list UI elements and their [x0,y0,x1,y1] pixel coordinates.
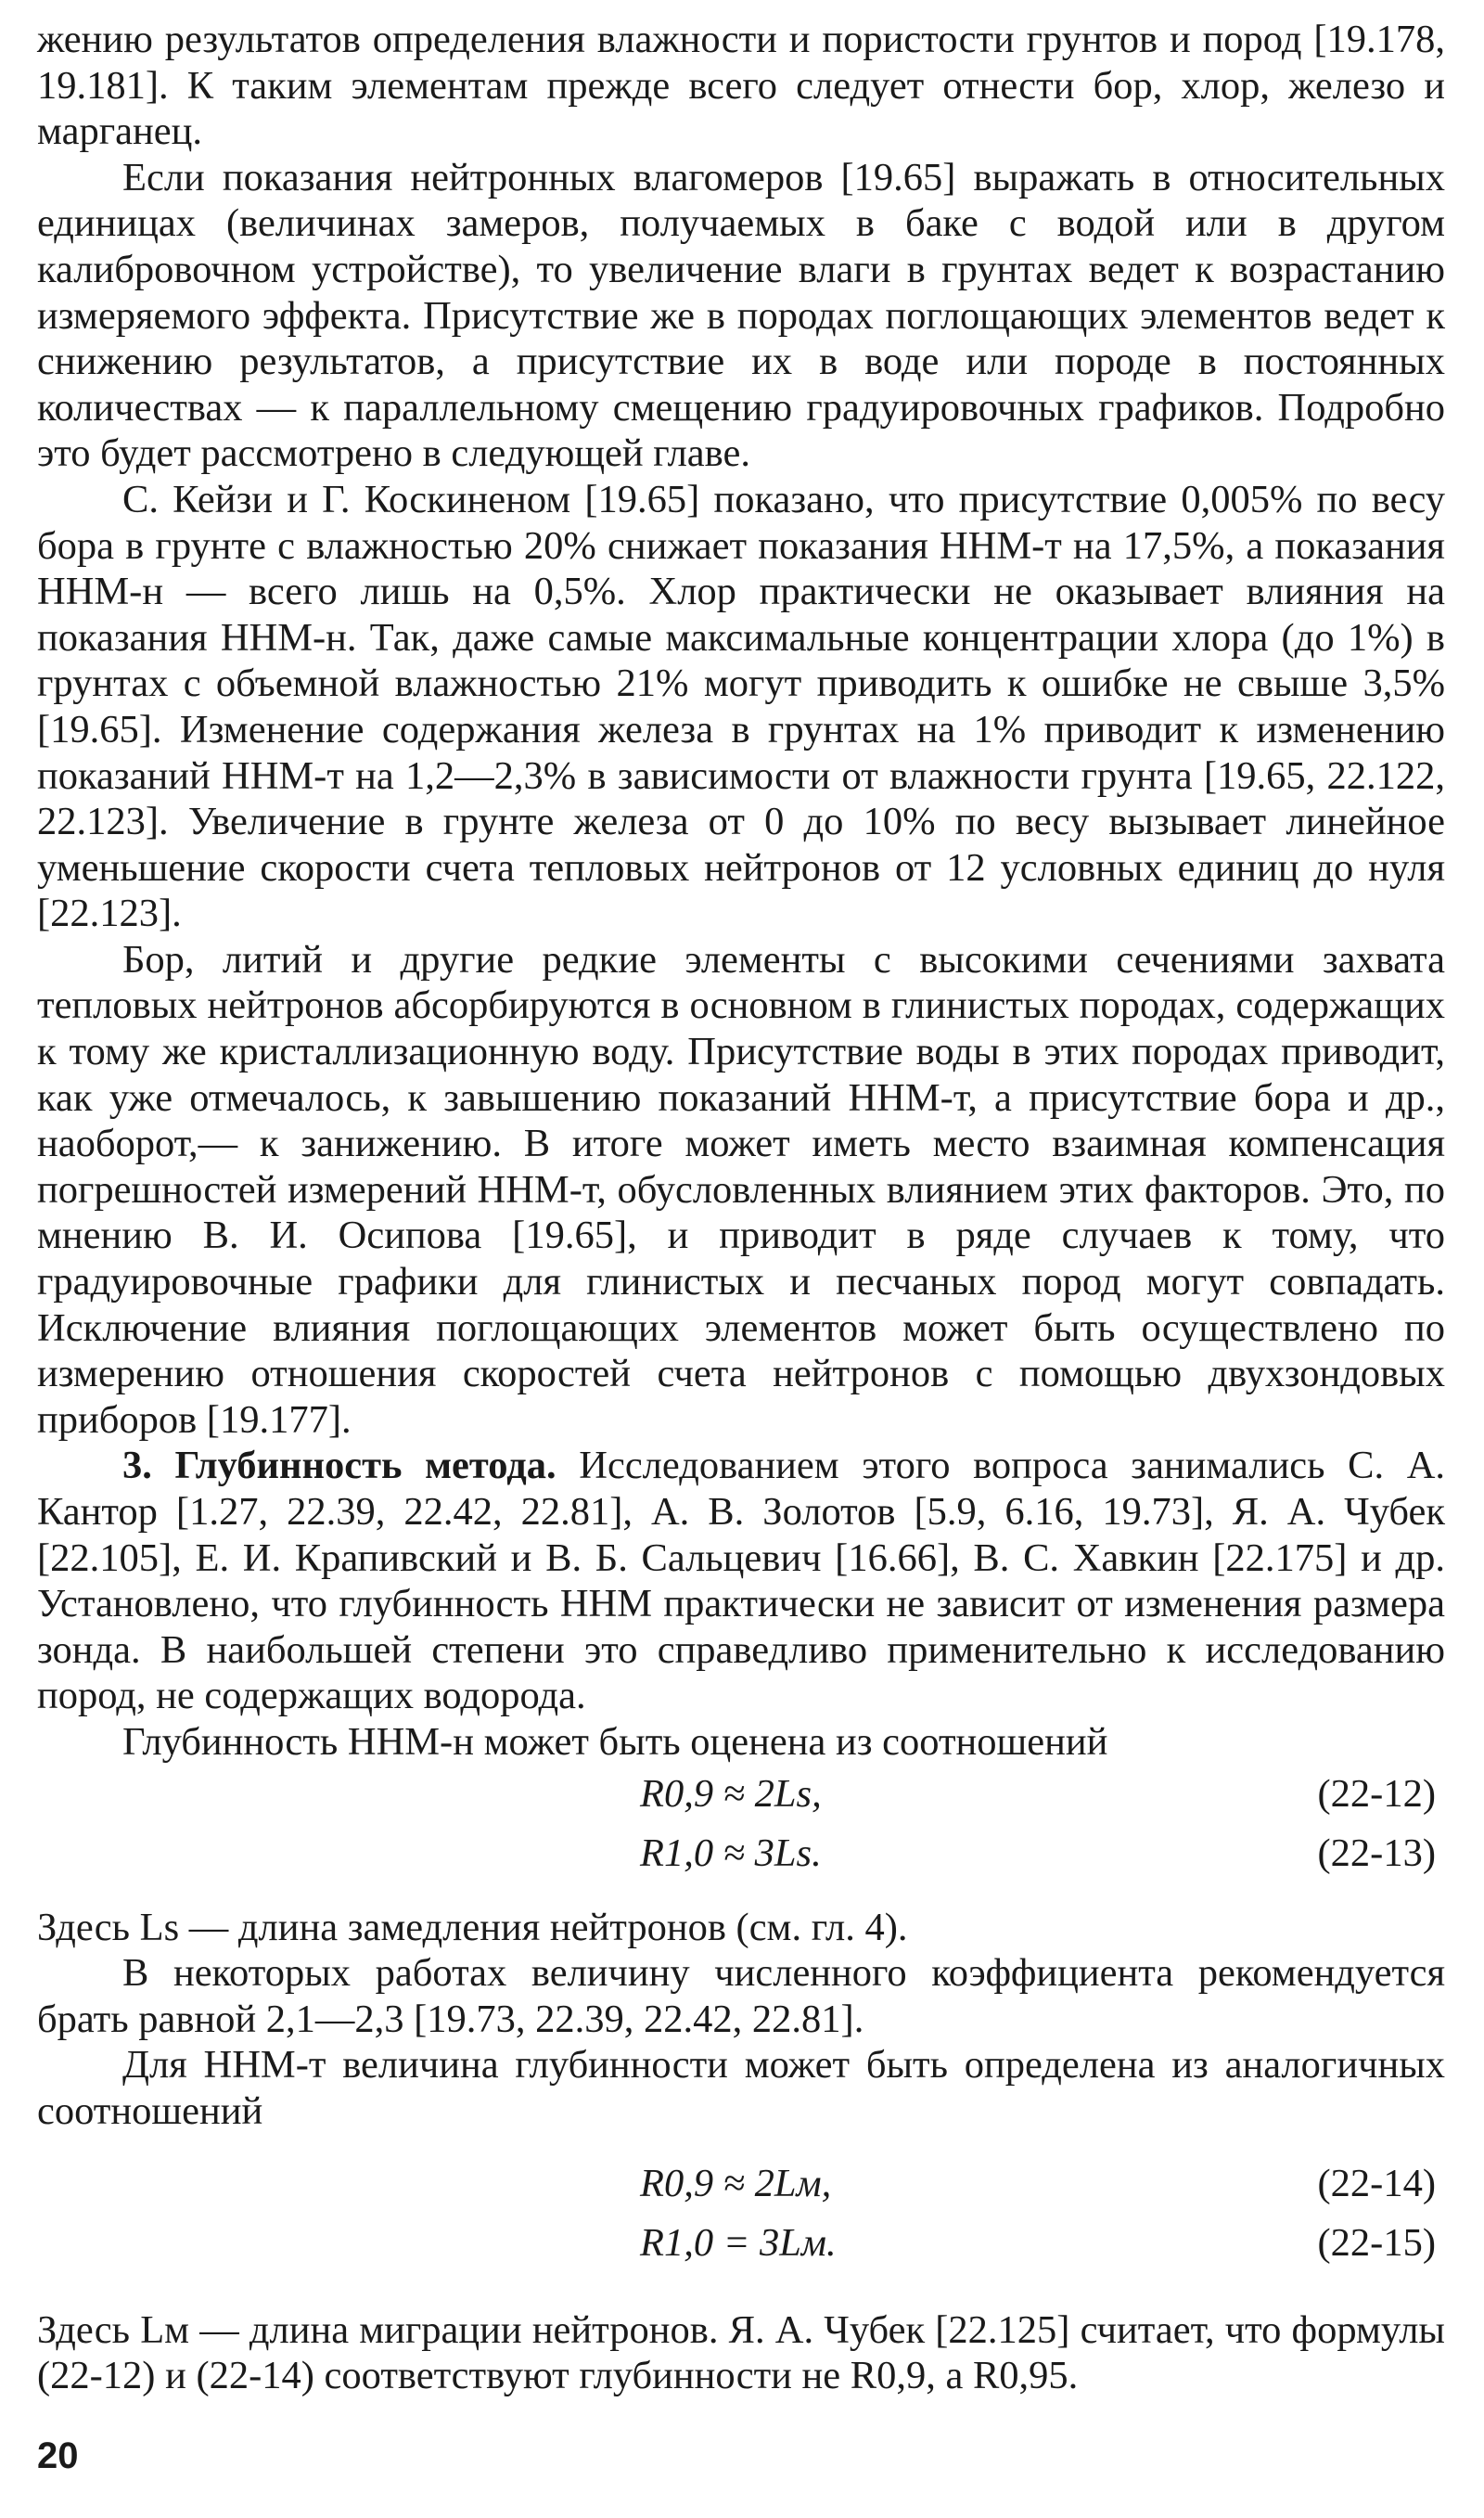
formula-expression: R1,0 ≈ 3Ls. [640,1831,822,1875]
formula-number: (22-12) [1317,1771,1436,1816]
paragraph-6: Глубинность ННМ-н может быть оценена из соотношений [122,1719,1108,1764]
formula-expression: R1,0 = 3Lм. [640,2220,837,2265]
paragraph-8: В некоторых работах величину численного коэффициента рекомендуется брать равной 2,1—2,3 [19.73, 22.39, 22.42, 22.81]. [37,1951,1445,2041]
section-heading: 3. Глубинность метода. [122,1444,556,1488]
formula-22-13 [37,1825,1445,1884]
paragraph-1: жению результатов определения влажности и пористости грунтов и пород [19.178, 19.181]. К таким элементам прежде всего следует отнести бор, хлор, железо и марганец. [37,18,1445,154]
paragraph-2: Если показания нейтронных влагомеров [19.65] выражать в относительных единицах (величинах замеров, получаемых в баке с водой или в другом калибровочном устройстве), то увеличение влаги в грунтах ведет к возрастанию измеряемого эффекта. Присутствие же в породах поглощающих элементов ведет к снижению результатов, а присутствие их в воде или породе в постоянных количествах — к параллельному смещению градуировочных графиков. Подробно это будет рассмотрено в следующей главе. [37,155,1445,476]
paragraph-5 [37,1443,1445,1719]
page-body [37,17,1445,2399]
formula-number: (22-13) [1317,1831,1436,1875]
formula-expression: R0,9 ≈ 2Ls, [640,1771,822,1816]
formula-22-14 [37,2155,1445,2215]
page-number: 20 [37,2435,79,2476]
paragraph-10: Здесь Lм — длина миграции нейтронов. Я. А. Чубек [22.125] считает, что формулы (22-12) и (22-14) соответствуют глубинности не R0,9, а R0,95. [37,2307,1445,2398]
formula-number: (22-14) [1317,2161,1436,2205]
formula-22-12 [37,1766,1445,1825]
formula-number: (22-15) [1317,2220,1436,2265]
paragraph-5-text: Исследованием этого вопроса занимались С. А. Кантор [1.27, 22.39, 22.42, 22.81], А. В. Золотов [5.9, 6.16, 19.73], Я. А. Чубек [22.105], Е. И. Крапивский и В. Б. Сальцевич [16.66], В. С. Хавкин [22.175] и др. Установлено, что глубинность ННМ практически не зависит от изменения размера зонда. В наибольшей степени это справедливо применительно к исследованию пород, не содержащих водорода. [37,1444,1446,1718]
formula-expression: R0,9 ≈ 2Lм, [640,2161,832,2205]
formula-22-15 [37,2215,1445,2274]
paragraph-9: Для ННМ-т величина глубинности может быть определена из аналогичных соотношений [37,2043,1445,2133]
paragraph-3: С. Кейзи и Г. Коскиненом [19.65] показано, что присутствие 0,005% по весу бора в грунте с влажностью 20% снижает показания ННМ-т на 17,5%, а показания ННМ-н — всего лишь на 0,5%. Хлор практически не оказывает влияния на показания ННМ-н. Так, даже самые максимальные концентрации хлора (до 1%) в грунтах с объемной влажностью 21% могут приводить к ошибке не свыше 3,5% [19.65]. Изменение содержания железа в грунтах на 1% приводит к изменению показаний ННМ-т на 1,2—2,3% в зависимости от влажности грунта [19.65, 22.122, 22.123]. Увеличение в грунте железа от 0 до 10% по весу вызывает линейное уменьшение скорости счета тепловых нейтронов от 12 условных единиц до нуля [22.123]. [37,477,1445,936]
paragraph-4: Бор, литий и другие редкие элементы с высокими сечениями захвата тепловых нейтронов абсорбируются в основном в глинистых породах, содержащих к тому же кристаллизационную воду. Присутствие воды в этих породах приводит, как уже отмечалось, к завышению показаний ННМ-т, а присутствие бора и др., наоборот,— к занижению. В итоге может иметь место взаимная компенсация погрешностей измерений ННМ-т, обусловленных влиянием этих факторов. Это, по мнению В. И. Осипова [19.65], и приводит в ряде случаев к тому, что градуировочные графики для глинистых и песчаных пород могут совпадать. Исключение влияния поглощающих элементов может быть осуществлено по измерению отношения скоростей счета нейтронов с помощью двухзондовых приборов [19.177]. [37,937,1445,1442]
paragraph-7: Здесь Ls — длина замедления нейтронов (см. гл. 4). [37,1905,908,1949]
